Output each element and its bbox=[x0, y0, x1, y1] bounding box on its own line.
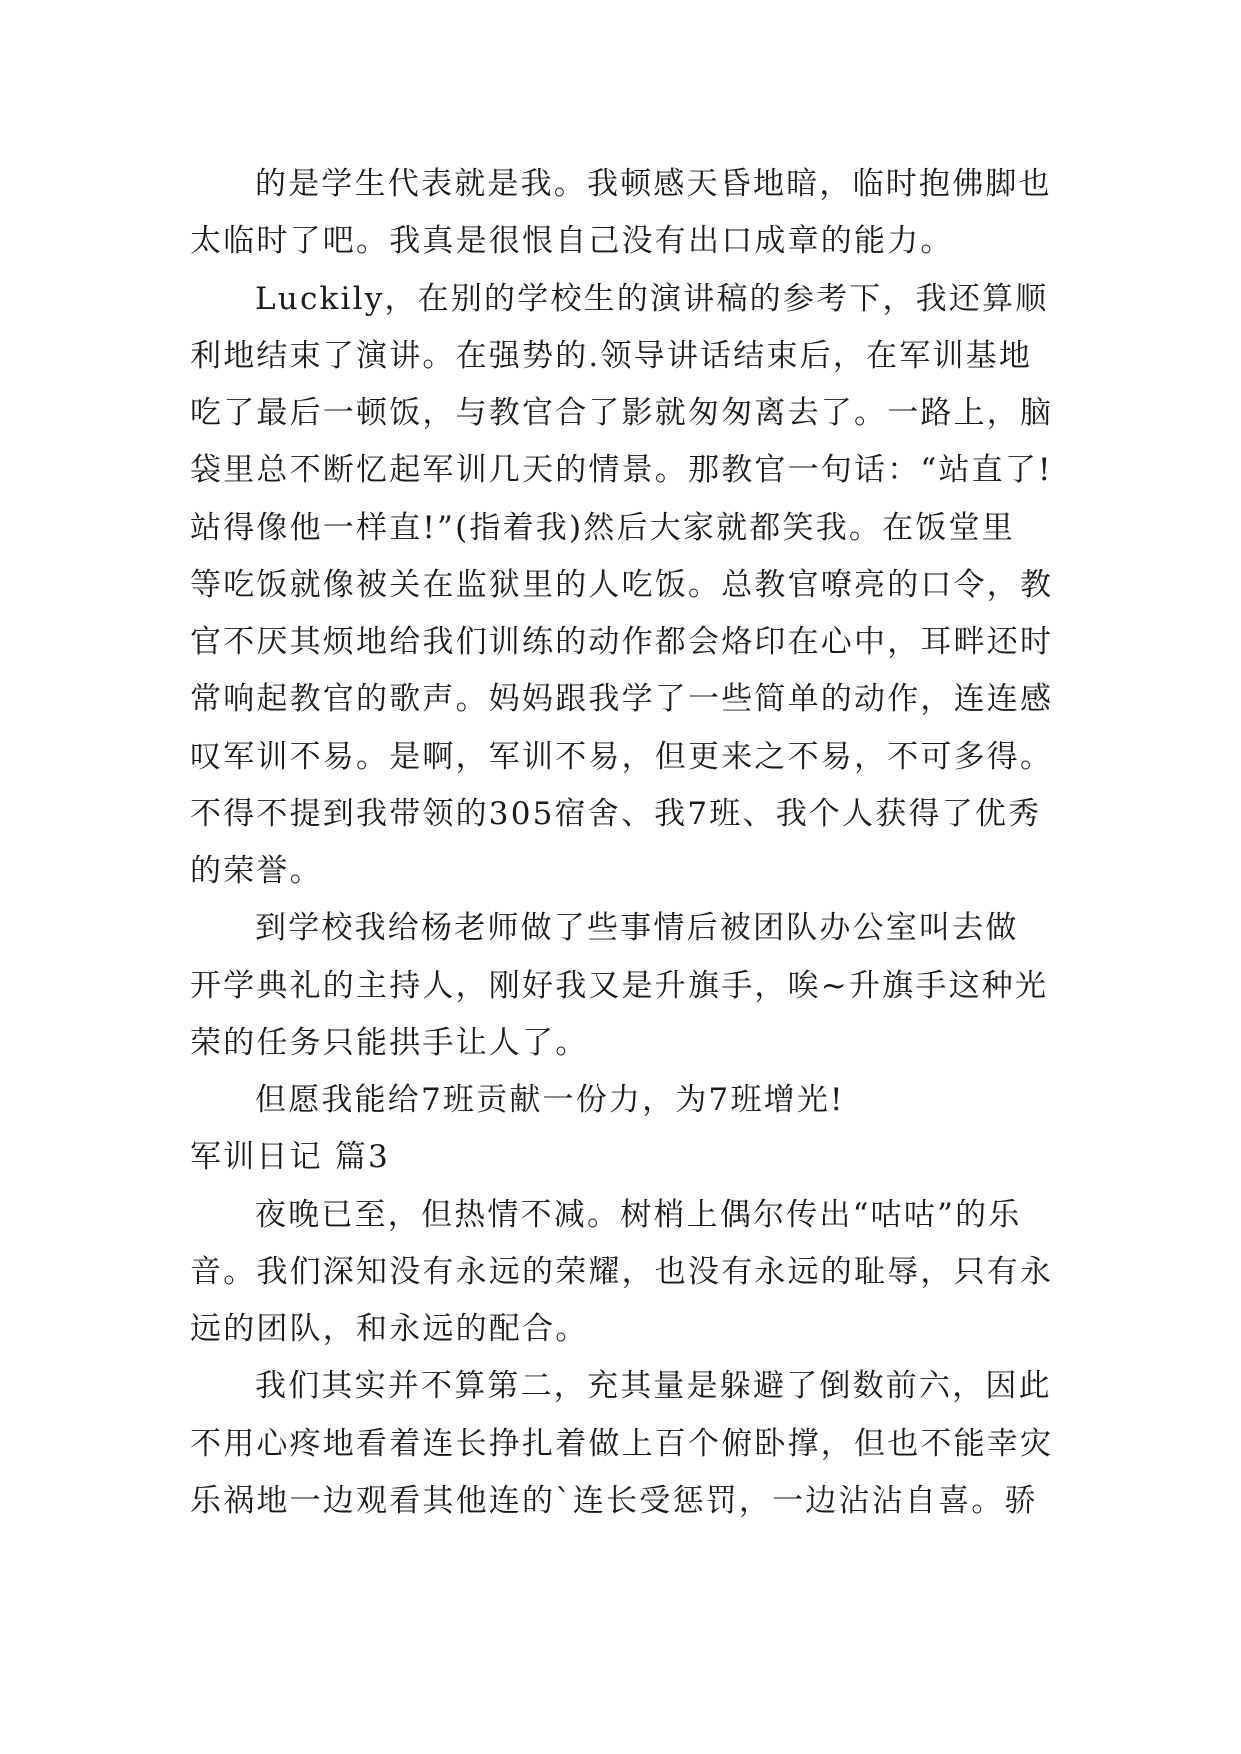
text-line: 的是学生代表就是我。我顿感天昏地暗，临时抱佛脚也 bbox=[255, 166, 1052, 202]
text-line: Luckily，在别的学校生的演讲稿的参考下，我还算顺 bbox=[255, 281, 1049, 317]
text-line: 袋里总不断忆起军训几天的情景。那教官一句话：“站直了! bbox=[190, 452, 1053, 488]
text-line: 不得不提到我带领的305宿舍、我7班、我个人获得了优秀 bbox=[190, 796, 1042, 832]
text-line: 乐祸地一边观看其他连的`连长受惩罚，一边沾沾自喜。骄 bbox=[190, 1483, 1038, 1519]
text-line: 的荣誉。 bbox=[190, 853, 323, 889]
section-heading: 军训日记 篇3 bbox=[190, 1139, 390, 1175]
text-line: 我们其实并不算第二，充其量是躲避了倒数前六，因此 bbox=[255, 1368, 1052, 1404]
text-line: 等吃饭就像被关在监狱里的人吃饭。总教官嘹亮的口令，教 bbox=[190, 567, 1054, 603]
text-line: 官不厌其烦地给我们训练的动作都会烙印在心中，耳畔还时 bbox=[190, 624, 1054, 660]
text-line: 远的团队，和永远的配合。 bbox=[190, 1311, 589, 1347]
text-line: 音。我们深知没有永远的荣耀，也没有永远的耻辱，只有永 bbox=[190, 1254, 1054, 1290]
text-line: 吃了最后一顿饭，与教官合了影就匆匆离去了。一路上，脑 bbox=[190, 395, 1054, 431]
text-line: 叹军训不易。是啊，军训不易，但更来之不易，不可多得。 bbox=[190, 739, 1054, 775]
text-line: 但愿我能给7班贡献一份力，为7班增光! bbox=[255, 1082, 845, 1118]
text-line: 利地结束了演讲。在强势的.领导讲话结束后，在军训基地 bbox=[190, 338, 1033, 374]
text-line: 开学典礼的主持人，刚好我又是升旗手，唉~升旗手这种光 bbox=[190, 968, 1049, 1004]
text-line: 站得像他一样直!”(指着我)然后大家就都笑我。在饭堂里 bbox=[190, 510, 1015, 546]
text-line: 夜晚已至，但热情不减。树梢上偶尔传出“咕咕”的乐 bbox=[255, 1197, 1022, 1233]
text-line: 到学校我给杨老师做了些事情后被团队办公室叫去做 bbox=[255, 910, 1019, 946]
text-line: 不用心疼地看着连长挣扎着做上百个俯卧撑，但也不能幸灾 bbox=[190, 1426, 1054, 1462]
text-line: 常响起教官的歌声。妈妈跟我学了一些简单的动作，连连感 bbox=[190, 681, 1054, 717]
text-line: 太临时了吧。我真是很恨自己没有出口成章的能力。 bbox=[190, 223, 954, 259]
text-line: 荣的任务只能拱手让人了。 bbox=[190, 1025, 589, 1061]
